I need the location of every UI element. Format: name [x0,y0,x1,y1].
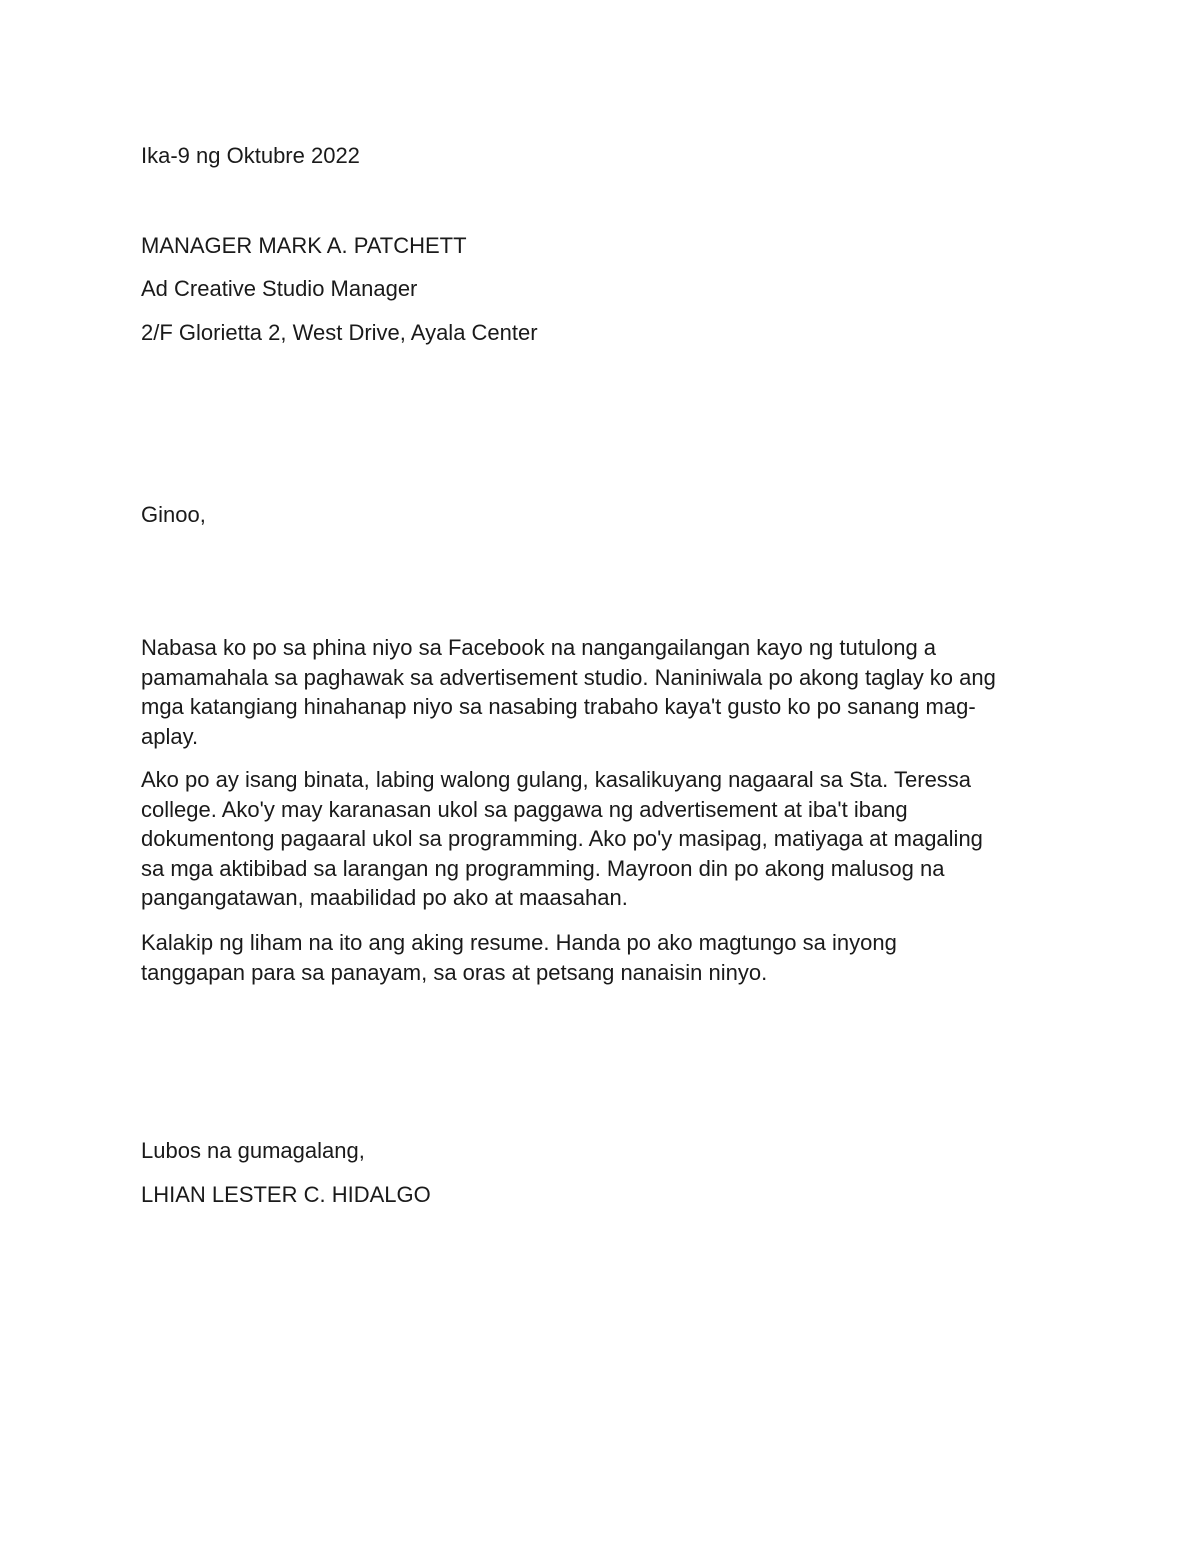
recipient-address: 2/F Glorietta 2, West Drive, Ayala Center [141,320,538,345]
paragraph-line: pangangatawan, maabilidad po ako at maasahan. [141,885,628,910]
paragraph-line: Ako po ay isang binata, labing walong gulang, kasalikuyang nagaaral sa Sta. Teressa [141,767,972,792]
paragraph-line: Nabasa ko po sa phina niyo sa Facebook na nangangailangan kayo ng tutulong a [141,635,937,660]
recipient-name: MANAGER MARK A. PATCHETT [141,233,467,258]
body-paragraph-1 [141,633,1071,751]
paragraph-line: pamamahala sa paghawak sa advertisement studio. Naniniwala po akong taglay ko ang [141,664,996,690]
closing: Lubos na gumagalang, [141,1138,365,1163]
paragraph-line: college. Ako'y may karanasan ukol sa paggawa ng advertisement at iba't ibang [141,796,908,822]
paragraph-line: Kalakip ng liham na ito ang aking resume. Handa po ako magtungo sa inyong [141,930,897,955]
paragraph-line: mga katangiang hinahanap niyo sa nasabing trabaho kaya't gusto ko po sanang mag- [141,694,976,719]
paragraph-line: dokumentong pagaaral ukol sa programming. Ako po'y masipag, matiyaga at magaling [141,826,983,851]
body-paragraph-3 [141,928,1071,987]
letter-date: Ika-9 ng Oktubre 2022 [141,143,360,168]
paragraph-line: tanggapan para sa panayam, sa oras at petsang nanaisin ninyo. [141,959,768,985]
paragraph-line: aplay. [141,723,199,749]
body-paragraph-2 [141,765,1071,913]
paragraph-line: sa mga aktibibad sa larangan ng programming. Mayroon din po akong malusog na [141,855,945,881]
recipient-title: Ad Creative Studio Manager [141,276,418,301]
signature-name: LHIAN LESTER C. HIDALGO [141,1182,431,1207]
salutation: Ginoo, [141,502,206,527]
